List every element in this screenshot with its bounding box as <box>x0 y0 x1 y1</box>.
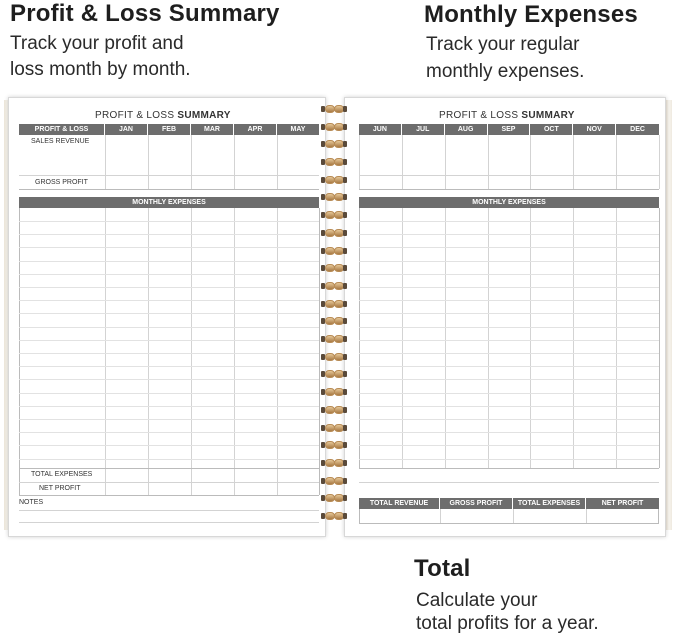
spiral-ring <box>321 156 347 168</box>
grid-row-line <box>19 468 319 469</box>
grid-row-line <box>359 393 659 394</box>
page-title-regular: PROFIT & LOSS <box>95 110 178 121</box>
grid-column-line <box>659 208 660 468</box>
left-page <box>8 97 326 537</box>
month-header-jun: JUN <box>359 124 402 135</box>
grid-row-line <box>359 353 659 354</box>
month-header-jul: JUL <box>402 124 445 135</box>
grid-row-line <box>359 247 659 248</box>
planner-right-edge <box>666 100 672 530</box>
total-revenue-header: TOTAL REVENUE <box>359 498 440 509</box>
month-header-mar: MAR <box>191 124 234 135</box>
monthly-expenses-band-left: MONTHLY EXPENSES <box>19 197 319 208</box>
grid-column-line <box>234 208 235 495</box>
grid-row-line <box>359 459 659 460</box>
page-title-bold: SUMMARY <box>177 110 231 121</box>
grid-row-line <box>19 495 319 496</box>
right-page <box>344 97 666 537</box>
grid-column-line <box>359 135 360 189</box>
grid-row-line <box>359 313 659 314</box>
spiral-ring <box>321 404 347 416</box>
monthly-expenses-band-right: MONTHLY EXPENSES <box>359 197 659 208</box>
net-profit-total-header: NET PROFIT <box>586 498 659 509</box>
spiral-ring <box>321 422 347 434</box>
notes-label: NOTES <box>19 499 44 506</box>
spiral-ring <box>321 315 347 327</box>
grid-column-line <box>488 135 489 189</box>
month-header-may: MAY <box>277 124 319 135</box>
spiral-ring <box>321 103 347 115</box>
monthly-expenses-caption-line1: Track your regular <box>426 34 580 55</box>
spiral-ring <box>321 209 347 221</box>
spiral-ring <box>321 492 347 504</box>
spiral-ring <box>321 386 347 398</box>
month-header-nov: NOV <box>573 124 616 135</box>
grid-row-line <box>359 261 659 262</box>
grid-row-line <box>359 327 659 328</box>
profit-loss-caption-line1: Track your profit and <box>10 33 184 54</box>
month-header-apr: APR <box>234 124 277 135</box>
spiral-ring <box>321 245 347 257</box>
grid-column-line <box>191 208 192 495</box>
grid-row-line <box>359 379 659 380</box>
grid-row-line <box>359 468 659 469</box>
grid-column-line <box>277 208 278 495</box>
total-caption-title: Total <box>414 555 471 582</box>
spiral-ring <box>321 457 347 469</box>
month-header-feb: FEB <box>148 124 191 135</box>
grid-row-line <box>19 419 319 420</box>
month-header-aug: AUG <box>445 124 488 135</box>
grid-row-line <box>359 274 659 275</box>
grid-row-line <box>19 353 319 354</box>
sales-revenue-label: SALES REVENUE <box>31 138 90 145</box>
grid-row-line <box>359 287 659 288</box>
spiral-ring <box>321 191 347 203</box>
spiral-ring <box>321 298 347 310</box>
grid-row-line <box>359 300 659 301</box>
grid-row-line <box>19 313 319 314</box>
grid-row-line <box>19 406 319 407</box>
month-header-sep: SEP <box>488 124 531 135</box>
grid-row-line <box>359 432 659 433</box>
monthly-expenses-caption-line2: monthly expenses. <box>426 61 585 82</box>
grid-row-line <box>19 261 319 262</box>
spiral-ring <box>321 227 347 239</box>
grid-row-line <box>19 366 319 367</box>
gross-profit-label: GROSS PROFIT <box>35 179 88 186</box>
grid-row-line <box>359 482 659 483</box>
total-caption-line1: Calculate your <box>416 590 538 611</box>
grid-row-line <box>19 287 319 288</box>
grid-row-line <box>359 234 659 235</box>
grid-row-line <box>19 393 319 394</box>
spiral-ring <box>321 333 347 345</box>
grid-row-line <box>19 327 319 328</box>
month-header-jan: JAN <box>105 124 148 135</box>
grid-row-line <box>19 247 319 248</box>
spiral-ring <box>321 174 347 186</box>
grid-row-line <box>359 340 659 341</box>
profit-loss-caption-title: Profit & Loss Summary <box>10 0 280 27</box>
month-header-oct: OCT <box>530 124 573 135</box>
left-page-title <box>95 110 231 121</box>
grid-row-line <box>19 445 319 446</box>
grid-row-line <box>359 221 659 222</box>
grid-row-line <box>19 234 319 235</box>
right-page-title <box>439 110 575 121</box>
grid-row-line <box>19 432 319 433</box>
spiral-ring <box>321 262 347 274</box>
spiral-ring <box>321 138 347 150</box>
total-caption-line2: total profits for a year. <box>416 613 599 634</box>
grid-row-line <box>359 189 659 190</box>
net-profit-label: NET PROFIT <box>39 485 81 492</box>
grid-column-line <box>148 208 149 495</box>
grid-column-line <box>530 135 531 189</box>
monthly-expenses-caption-title: Monthly Expenses <box>424 1 638 28</box>
spiral-ring <box>321 280 347 292</box>
grid-column-line <box>402 135 403 189</box>
page-title-bold: SUMMARY <box>521 110 575 121</box>
gross-profit-total-header: GROSS PROFIT <box>440 498 513 509</box>
grid-column-line <box>319 208 320 495</box>
grid-column-line <box>659 135 660 189</box>
profit-loss-caption-line2: loss month by month. <box>10 59 191 80</box>
profit-loss-header: PROFIT & LOSS <box>19 124 105 135</box>
grid-row-line <box>19 379 319 380</box>
spiral-ring <box>321 351 347 363</box>
grid-column-line <box>573 135 574 189</box>
total-expenses-header: TOTAL EXPENSES <box>513 498 586 509</box>
grid-row-line <box>359 406 659 407</box>
grid-column-line <box>105 208 106 495</box>
spiral-ring <box>321 121 347 133</box>
grid-row-line <box>359 445 659 446</box>
grid-row-line <box>359 419 659 420</box>
spiral-ring <box>321 475 347 487</box>
spiral-ring <box>321 368 347 380</box>
month-header-dec: DEC <box>616 124 659 135</box>
grid-column-line <box>445 135 446 189</box>
grid-column-line <box>19 208 20 495</box>
spiral-ring <box>321 439 347 451</box>
grid-row-line <box>19 459 319 460</box>
grid-column-line <box>616 135 617 189</box>
total-expenses-label: TOTAL EXPENSES <box>31 471 93 478</box>
grid-row-line <box>359 366 659 367</box>
page-title-regular: PROFIT & LOSS <box>439 110 522 121</box>
grid-row-line <box>19 221 319 222</box>
grid-row-line <box>359 175 659 176</box>
grid-row-line <box>19 482 319 483</box>
grid-row-line <box>19 274 319 275</box>
grid-row-line <box>19 300 319 301</box>
grid-row-line <box>19 340 319 341</box>
spiral-ring <box>321 510 347 522</box>
